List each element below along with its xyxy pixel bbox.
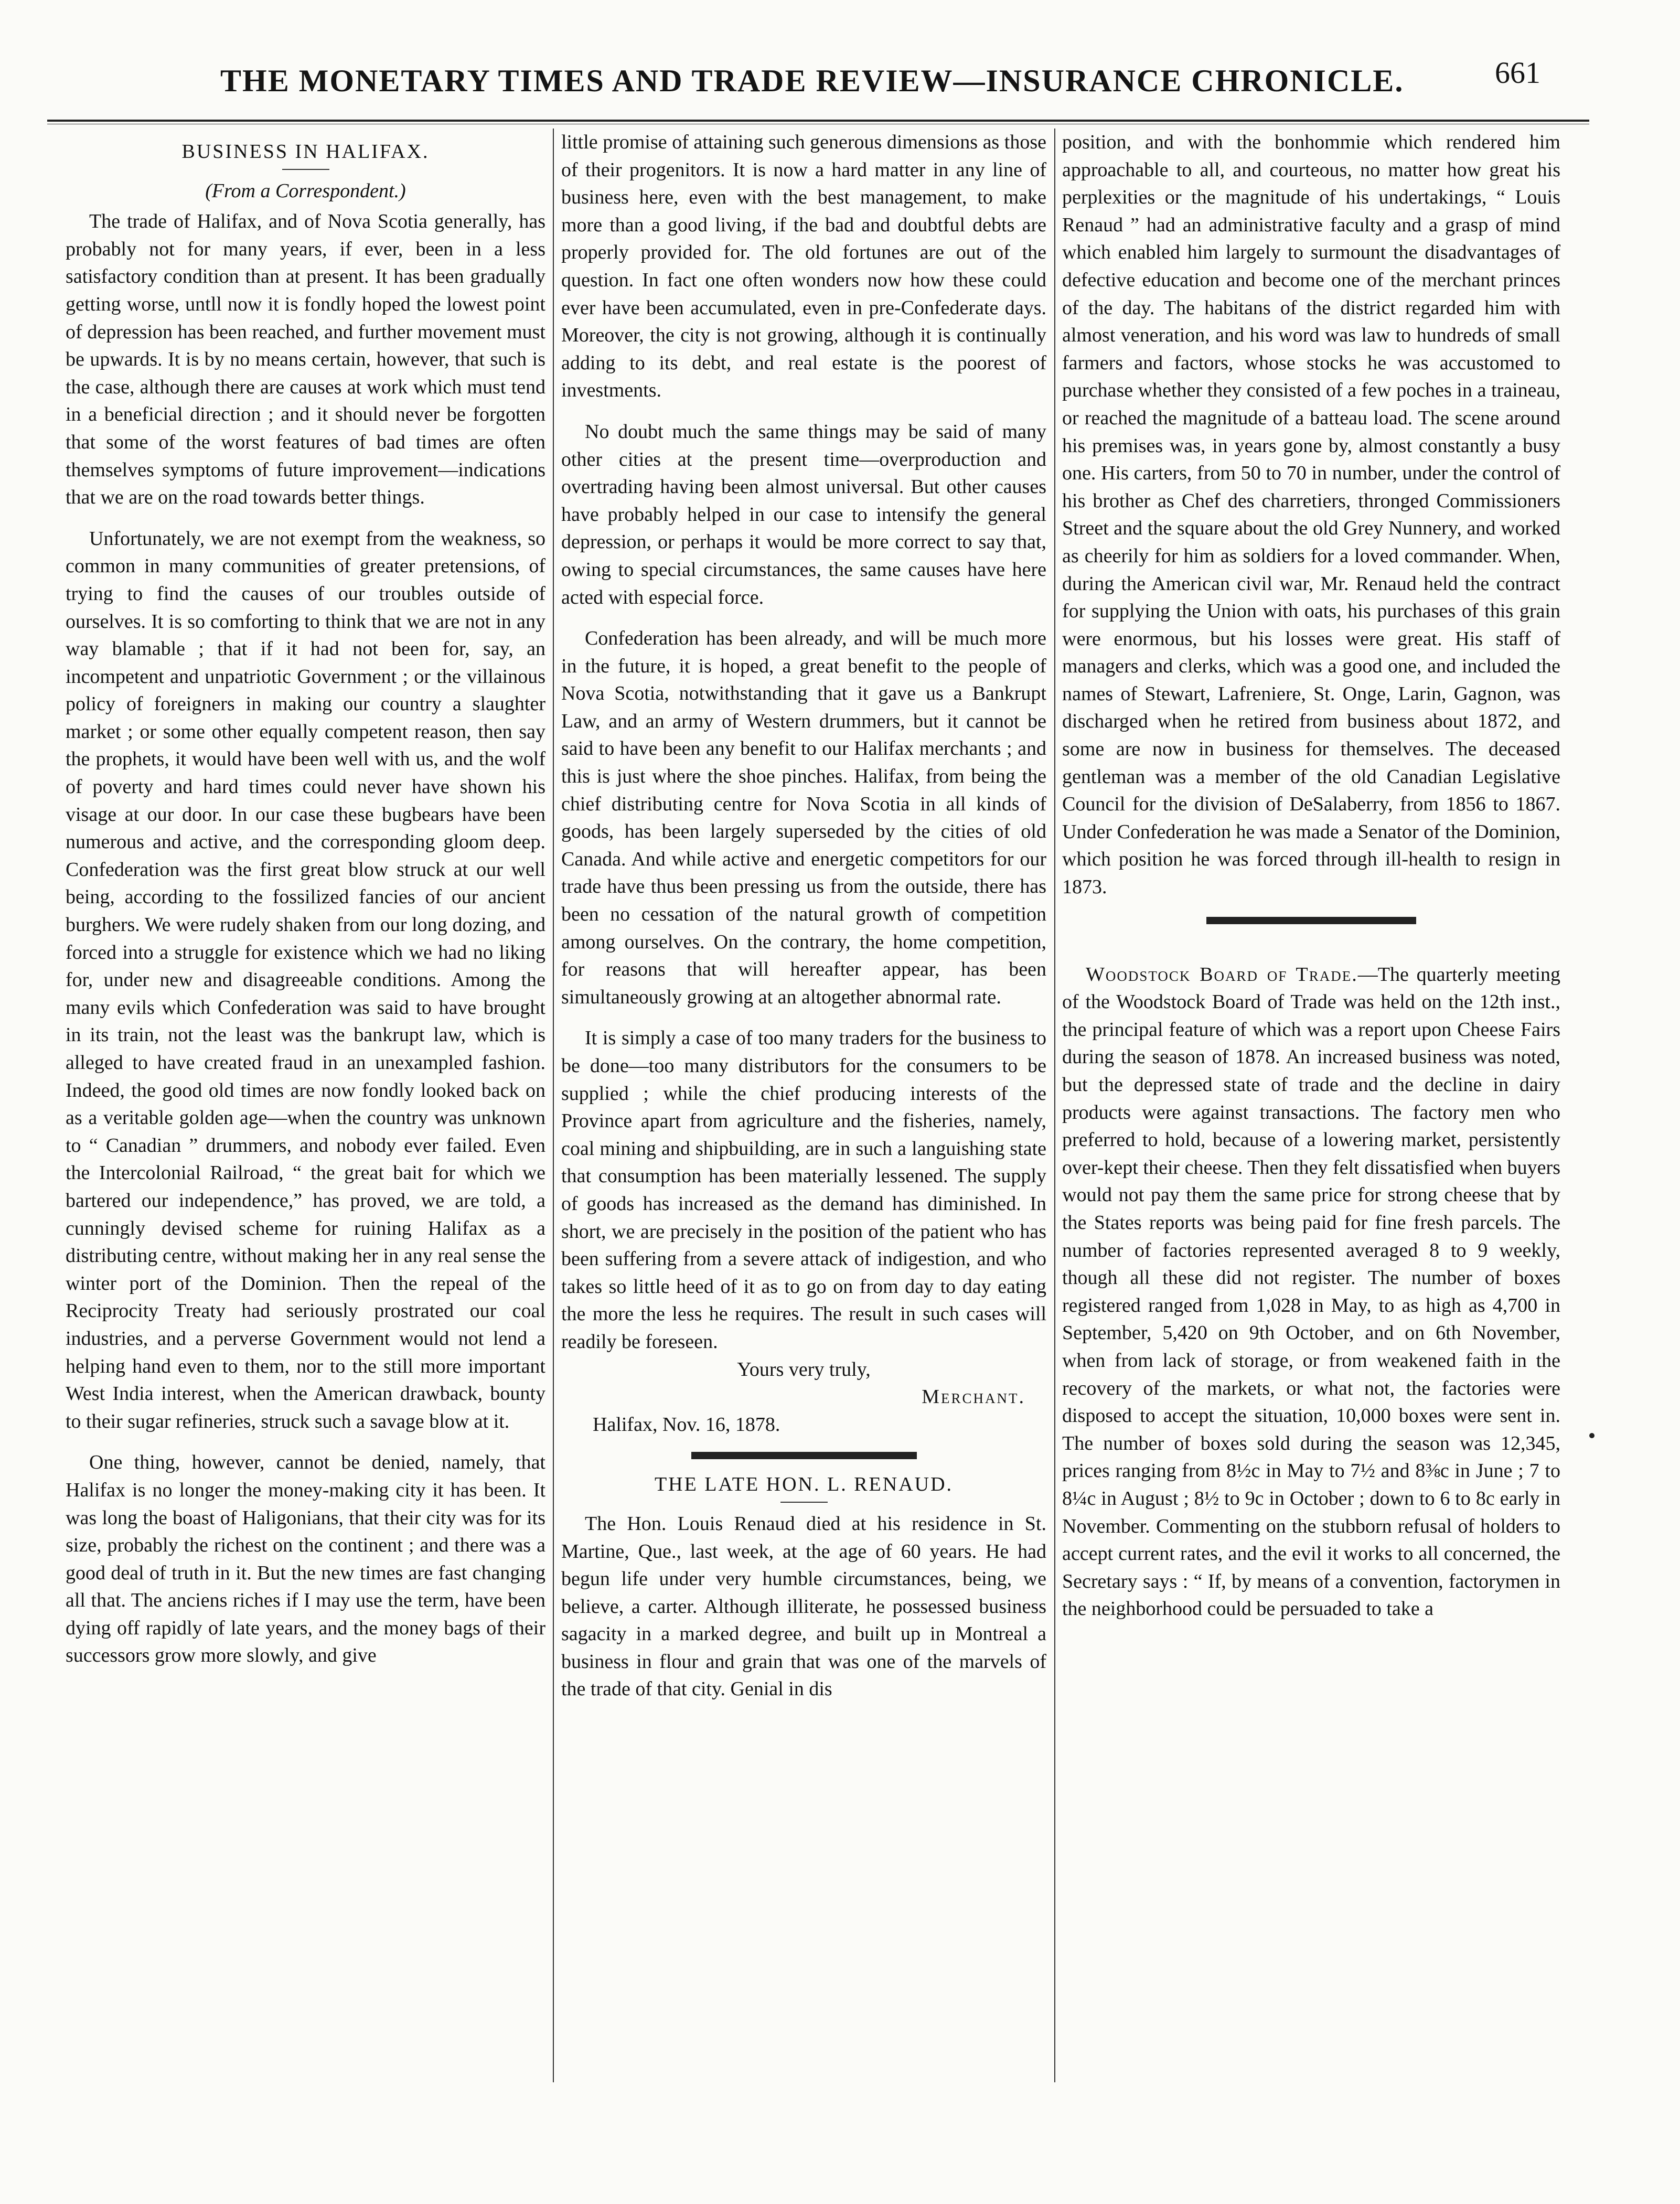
paragraph-continued: little promise of attaining such generous dimensions as those of their progenitors. It is now a hard matter in any line of business here, even with the best management, to make more than a good living, if the bad and doubtful debts are properly provided for. The old fortunes are out of the question. In fact one often wonders now how these could ever have been accumulated, even in pre-Confederate days. Moreover, the city is not growing, although it is continually adding to its debt, and real estate is the poorest of investments. <box>561 131 1046 402</box>
column-3 <box>1062 129 1560 1623</box>
paragraph-continued: position, and with the bonhommie which rendered him approachable to all, and courteous, no matter how great his perplexities or the magnitude of his undertakings, “ Louis Renaud ” had an administrative faculty and a grasp of mind which enabled him largely to surmount the disadvantages of defective education and become one of the merchant princes of the day. The habitans of the district regarded him with almost veneration, and his word was law to hundreds of small farmers and factors, whose stocks he was accustomed to purchase whether they consisted of a few poches in a traineau, or reached the magnitude of a batteau load. The scene around his premises was, in years gone by, almost constantly a busy one. His carters, from 50 to 70 in number, under the control of his brother as Chef des charretiers, thronged Commissioners Street and the square about the old Grey Nunnery, and worked as cheerily for him as soldiers for a loved commander. When, during the American civil war, Mr. Renaud held the contract for supplying the Union with oats, his purchases of this grain were enormous, but his losses were great. His staff of managers and clerks, which was a good one, and included the names of Stewart, Lafreniere, St. Onge, Larin, Gagnon, was discharged when he retired from business about 1872, and some are now in business for themselves. The deceased gentleman was a member of the old Canadian Legislative Council for the division of DeSalaberry, from 1856 to 1867. Under Confederation he was made a Senator of the Dominion, which position he was forced through ill-health to resign in 1873. <box>1062 131 1560 898</box>
stray-mark <box>1589 1433 1595 1438</box>
article-heading-renaud: THE LATE HON. L. RENAUD. <box>654 1473 954 1496</box>
header-rule <box>47 120 1589 124</box>
article-heading-business-halifax: BUSINESS IN HALIFAX. <box>181 141 430 163</box>
heading-rule <box>780 1502 828 1503</box>
signature: Merchant. <box>922 1386 1025 1408</box>
running-title: THE MONETARY TIMES AND TRADE REVIEW—INSURANCE CHRONICLE. <box>220 63 1404 98</box>
column-2 <box>561 129 1046 1703</box>
paragraph: No doubt much the same things may be said of many other cities at the present time—overproduction and overtrading having been almost universal. But other causes have probably helped in our case to intensify the general depression, or perhaps it would be more correct to say that, owing to special circumstances, the same causes have here acted with especial force. <box>561 420 1046 608</box>
heading-rule <box>282 169 329 170</box>
article-byline: (From a Correspondent.) <box>205 179 406 202</box>
section-rule <box>1206 917 1416 924</box>
woodstock-body: —The quarterly meeting of the Woodstock Board of Trade was held on the 12th inst., the principal feature of which was a report upon Cheese Fairs during the season of 1878. An increased business was noted, but the depressed state of trade and the decline in dairy products were against transactions. The factory men who preferred to hold, because of a lowering market, persistently over-kept their cheese. Then they felt dissatisfied when buyers would not pay them the same price for strong cheese that by the States reports was being paid for fine fresh parcels. The number of factories represented averaged 8 to 9 weekly, though all these did not register. The number of boxes registered ranged from 1,028 in May, to as high as 4,700 in September, 5,420 on 9th October, and on 6th November, when from lack of storage, or from weakened faith in the recovery of the markets, or what not, the factories were disposed to accept the situation, 10,000 boxes were sent in. The number of boxes sold during the season was 12,345, prices ranging from 8½c in May to 7½ and 8⅜c in June ; 7 to 8¼c in August ; 8½ to 9c in October ; down to 6 to 8c early in November. Commenting on the stubborn refusal of holders to accept current rates, and the evil it works to all concerned, the Secretary says : “ If, by means of a convention, factorymen in the neighborhood could be persuaded to take a <box>1062 963 1561 1620</box>
column-divider <box>553 129 554 2082</box>
paragraph: One thing, however, cannot be denied, namely, that Halifax is no longer the money-making city it has been. It was long the boast of Haligonians, that their city was for its size, probably the richest on the continent ; and there was a good deal of truth in it. But the new times are fast changing all that. The anciens riches if I may use the term, have been dying off rapidly of late years, and the money bags of their successors grow more slowly, and give <box>66 1451 545 1667</box>
paragraph: It is simply a case of too many traders for the business to be done—too many distributors for the consumers to be supplied ; while the chief producing interests of the Province apart from agriculture and the fisheries, namely, coal mining and shipbuilding, are in such a languishing state that consumption has been materially lessened. The supply of goods has increased as the demand has diminished. In short, we are precisely in the position of the patient who has been suffering from a severe attack of indigestion, and who takes so little heed of it as to go on from day to day eating the more the less he requires. The result in such cases will readily be foreseen. <box>561 1027 1046 1353</box>
woodstock-lead: Woodstock Board of Trade. <box>1086 963 1358 986</box>
column-1 <box>66 129 545 1670</box>
dateline: Halifax, Nov. 16, 1878. <box>593 1413 780 1436</box>
column-divider <box>1054 129 1055 2082</box>
paragraph: Unfortunately, we are not exempt from the weakness, so common in many communities of greater pretensions, of trying to find the causes of our troubles outside of ourselves. It is so comforting to think that we are not in any way blamable ; that if it had not been for, say, an incompetent and unpatriotic Government ; or the villainous policy of foreigners in making our country a slaughter market ; or some other equally competent reason, then say the prophets, it would have been well with us, and the wolf of poverty and hard times could never have shown his visage at our door. In our case these bugbears have been numerous and active, and the corresponding gloom deep. Confederation was the first great blow struck at our well being, according to the fossilized fancies of our ancient burghers. We were rudely shaken from our long dozing, and forced into a struggle for existence which we had no liking for, under new and disagreeable conditions. Among the many evils which Confederation was said to have brought in its train, not the least was the bankrupt law, which is alleged to have created fraud in an unexampled fashion. Indeed, the good old times are now fondly looked back on as a veritable golden age—when the country was unknown to “ Canadian ” drummers, and nobody ever failed. Even the Intercolonial Railroad, “ the great bait for which we bartered our independence,” has proved, we are told, a cunningly devised scheme for ruining Halifax as a distributing centre, without making her in any real sense the winter port of the Dominion. Then the repeal of the Reciprocity Treaty had seriously prostrated our coal industries, and a perverse Government would not lend a helping hand even to them, nor to the still more important West India interest, when the American drawback, bounty to their sugar refineries, struck such a savage blow at it. <box>66 527 545 1432</box>
page-number: 661 <box>1495 56 1540 90</box>
paragraph: The trade of Halifax, and of Nova Scotia generally, has probably not for many years, if ever, been in a less satisfactory condition than at present. It has been gradually getting worse, untll now it is fondly hoped the lowest point of depression has been reached, and further movement must be upwards. It is by no means certain, however, that such is the case, although there are causes at work which must tend in a beneficial direction ; and it should never be forgotten that some of the worst features of bad times are often themselves symptoms of future improvement—indications that we are on the road towards better things. <box>66 210 545 509</box>
section-rule <box>691 1452 917 1459</box>
page-header <box>42 52 1657 115</box>
woodstock-paragraph <box>1062 961 1560 1623</box>
paragraph: The Hon. Louis Renaud died at his residence in St. Martine, Que., last week, at the age of 60 years. He had begun life under very humble circumstances, being, we believe, a carter. Although illiterate, he possessed business sagacity in a marked degree, and built up in Montreal a business in flour and grain that was one of the marvels of the trade of that city. Genial in dis <box>561 1512 1046 1700</box>
closing: Yours very truly, <box>737 1358 871 1381</box>
paragraph: Confederation has been already, and will be much more in the future, it is hoped, a great benefit to the people of Nova Scotia, notwithstanding that it gave us a Bankrupt Law, and an army of Western drummers, but it cannot be said to have been any benefit to our Halifax merchants ; and this is just where the shoe pinches. Halifax, from being the chief distributing centre for Nova Scotia in all kinds of goods, has been largely superseded by the cities of old Canada. And while active and energetic competitors for our trade have thus been pressing us from the outside, there has been no cessation of the natural growth of competition among ourselves. On the contrary, the home competition, for reasons that will hereafter appear, has been simultaneously growing at an altogether abnormal rate. <box>561 627 1046 1008</box>
